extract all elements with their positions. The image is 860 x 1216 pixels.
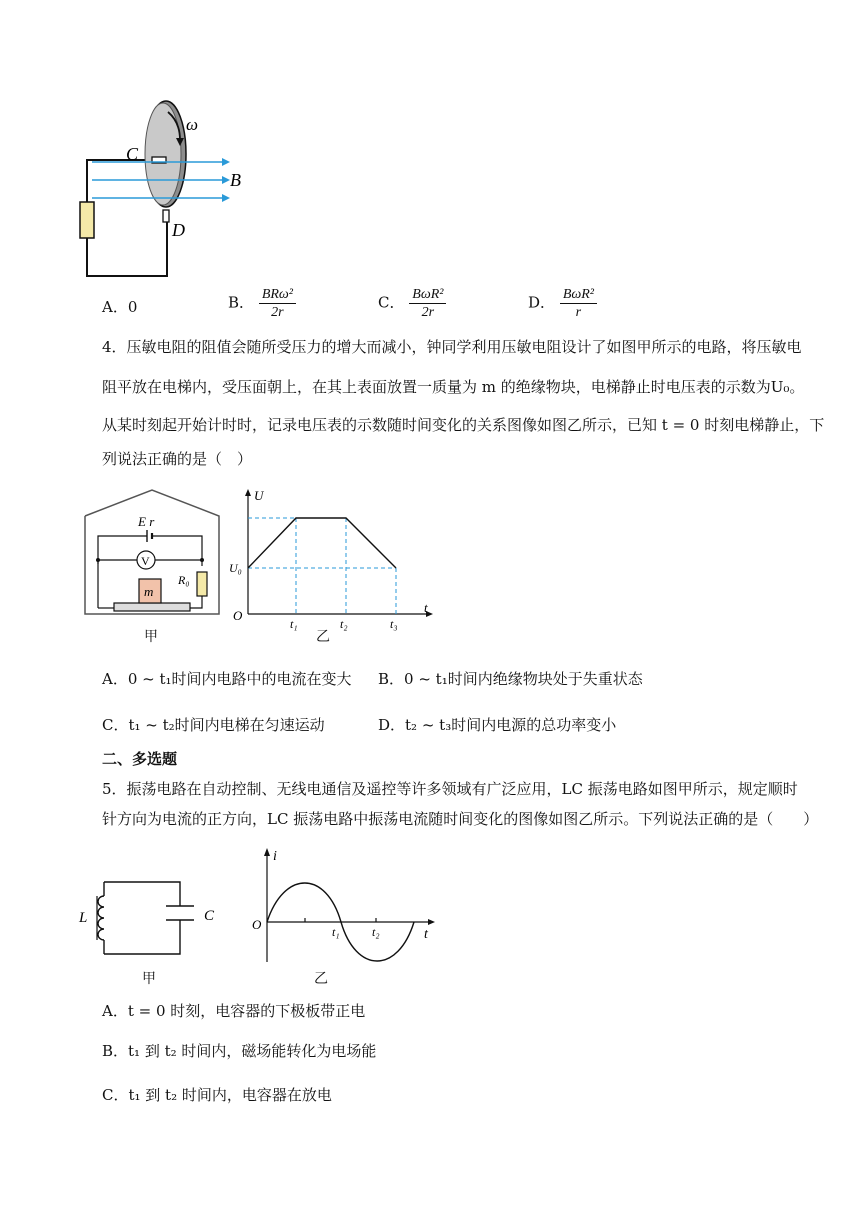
q5-option-b[interactable]: B．t₁ 到 t₂ 时间内，磁场能转化为电场能	[102, 1042, 377, 1060]
omega-label: ω	[186, 115, 199, 134]
d-label: D	[172, 220, 185, 240]
q4-fig-b-caption: 乙	[316, 629, 330, 645]
q4-option-a[interactable]: A．0 ~ t₁时间内电路中的电流在变大	[102, 670, 352, 688]
capacitor-label: C	[204, 908, 215, 924]
section-heading-multi-choice: 二、多选题	[102, 750, 178, 768]
q3-option-b[interactable]: B． $\frac{\text{BRω²}}{2r}$	[228, 286, 296, 321]
t2-label: t₂	[340, 617, 348, 631]
mass-label: m	[144, 584, 154, 599]
t1-label: t₁	[290, 617, 298, 631]
q4-option-c[interactable]: C．t₁ ~ t₂时间内电梯在匀速运动	[102, 716, 325, 734]
q5-fig-b-caption: 乙	[314, 971, 328, 987]
q5-stem-line-2: 针方向为电流的正方向，LC 振荡电路中振荡电流随时间变化的图像如图乙所示。下列说法正确的是（ ）	[102, 810, 819, 828]
er-label: E r	[138, 514, 155, 529]
b-label: B	[230, 170, 241, 190]
elevator-circuit-figure	[80, 486, 225, 646]
lc-circuit-figure	[76, 876, 226, 962]
q4-stem-line-4: 列说法正确的是（ ）	[102, 450, 253, 468]
t2-label-2: t₂	[372, 925, 380, 939]
q5-option-a[interactable]: A．t = 0 时刻，电容器的下极板带正电	[102, 1002, 366, 1020]
voltmeter-label: V	[141, 554, 150, 568]
t-axis-label: t	[424, 600, 428, 615]
u0-label: U₀	[229, 561, 242, 575]
i-axis-label: i	[273, 849, 277, 864]
r0-label: R₀	[178, 573, 190, 587]
current-time-graph	[248, 846, 440, 966]
q5-option-c[interactable]: C．t₁ 到 t₂ 时间内，电容器在放电	[102, 1086, 332, 1104]
t3-label: t₃	[390, 617, 398, 631]
q4-option-d[interactable]: D．t₂ ~ t₃时间内电源的总功率变小	[378, 716, 617, 734]
disk-circuit-figure	[70, 98, 270, 283]
q5-fig-a-caption: 甲	[142, 971, 156, 987]
q4-option-b[interactable]: B．0 ~ t₁时间内绝缘物块处于失重状态	[378, 670, 643, 688]
origin-label-2: O	[252, 917, 262, 932]
t1-label-2: t₁	[332, 925, 340, 939]
q4-fig-a-caption: 甲	[144, 629, 158, 645]
q4-stem-line-3: 从某时刻起开始计时时，记录电压表的示数随时间变化的关系图像如图乙所示，已知 t = 0 时刻电梯静止，下	[102, 416, 825, 434]
voltage-time-graph	[228, 486, 440, 638]
q4-stem-line-2: 阻平放在电梯内，受压面朝上，在其上表面放置一质量为 m 的绝缘物块，电梯静止时电压表的示数为U₀。	[102, 378, 805, 396]
q4-stem-line-1: 4．压敏电阻的阻值会随所受压力的增大而减小，钟同学利用压敏电阻设计了如图甲所示的电路，将压敏电	[102, 338, 802, 356]
inductor-label: L	[79, 910, 88, 926]
c-label: C	[126, 144, 139, 164]
u-axis-label: U	[254, 488, 264, 503]
q3-option-a[interactable]: A．0	[102, 298, 138, 316]
q3-option-c[interactable]: C． $\frac{\text{BωR²}}{2r}$	[378, 286, 446, 321]
t-axis-label-2: t	[424, 927, 428, 942]
q3-option-d[interactable]: D． $\frac{\text{BωR²}}{r}$	[528, 286, 597, 321]
q5-stem-line-1: 5．振荡电路在自动控制、无线电通信及遥控等许多领域有广泛应用，LC 振荡电路如图甲所示，规定顺时	[102, 780, 798, 798]
origin-label: O	[233, 608, 243, 623]
